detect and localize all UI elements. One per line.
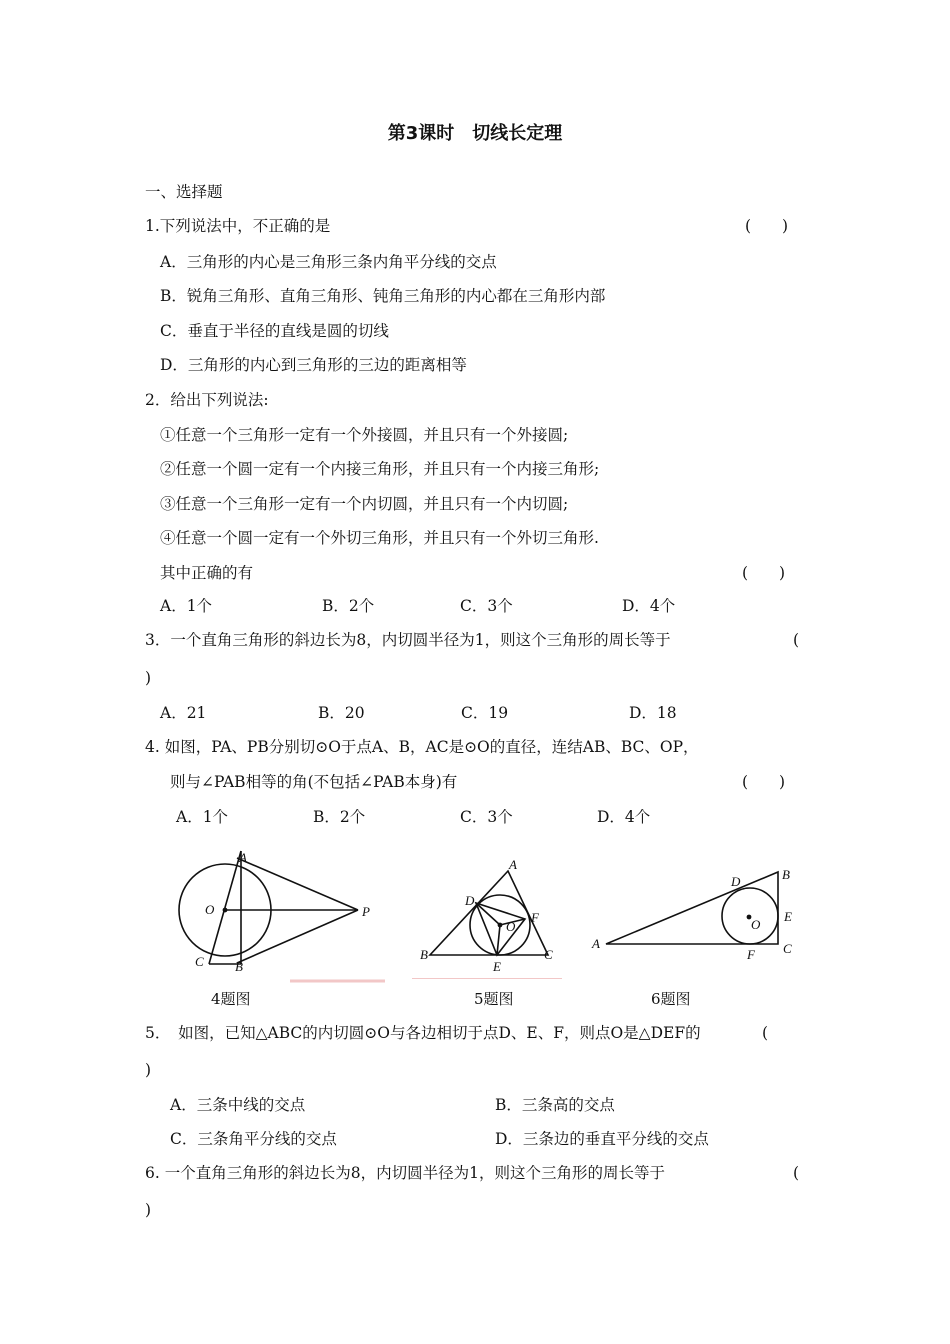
fig5-label-f: F <box>531 910 539 925</box>
q2-option-a: A．1个 <box>160 597 213 615</box>
section-heading: 一、选择题 <box>145 183 223 201</box>
q4-stem-line2: 则与∠PAB相等的角(不包括∠PAB本身)有 <box>170 773 458 791</box>
q2-answer-paren: ( ) <box>742 564 786 582</box>
fig6-label-c: C <box>783 941 792 956</box>
q3-option-b: B．20 <box>318 704 365 722</box>
fig4-label-o: O <box>205 902 215 917</box>
q1-answer-paren: ( ) <box>745 217 789 235</box>
q5-paren-open: ( <box>762 1024 769 1042</box>
figure-5-incircle <box>412 853 562 979</box>
q2-option-b: B．2个 <box>322 597 375 615</box>
fig4-tangent-pb <box>237 910 358 963</box>
fig5-label-d: D <box>465 893 475 908</box>
q2-ask: 其中正确的有 <box>160 564 254 582</box>
q3-stem: 3．一个直角三角形的斜边长为8，内切圆半径为1，则这个三角形的周长等于 <box>145 631 671 649</box>
q3-option-d: D．18 <box>629 704 677 722</box>
q2-stem: 2．给出下列说法: <box>145 391 269 409</box>
fig6-label-o: O <box>751 917 761 932</box>
q4-stem: 4. 如图，PA、PB分别切⊙O于点A、B，AC是⊙O的直径，连结AB、BC、OP， <box>145 738 699 756</box>
q3-option-c: C．19 <box>461 704 509 722</box>
fig5-label-e: E <box>493 959 501 974</box>
q3-paren-open: ( <box>793 631 800 649</box>
page-title: 第3课时 切线长定理 <box>387 123 563 144</box>
q5-option-d: D．三条边的垂直平分线的交点 <box>495 1130 709 1148</box>
figure-5-caption: 5题图 <box>474 990 514 1008</box>
q2-option-c: C．3个 <box>460 597 513 615</box>
fig6-label-e: E <box>784 909 792 924</box>
q1-option-a: A．三角形的内心是三角形三条内角平分线的交点 <box>160 253 497 271</box>
fig4-label-b: B <box>235 959 243 974</box>
fig4-label-c: C <box>195 954 204 969</box>
fig5-label-c: C <box>544 947 553 962</box>
fig4-label-a: A <box>239 850 247 865</box>
q2-option-d: D．4个 <box>622 597 676 615</box>
fig4-tangent-pa <box>237 858 358 910</box>
q4-answer-paren: ( ) <box>742 773 786 791</box>
q6-stem: 6. 一个直角三角形的斜边长为8，内切圆半径为1，则这个三角形的周长等于 <box>145 1164 665 1182</box>
q6-paren-close: ) <box>145 1201 152 1219</box>
fig5-label-b: B <box>420 947 428 962</box>
q2-item-2: ②任意一个圆一定有一个内接三角形，并且只有一个内接三角形; <box>160 460 600 478</box>
fig6-label-b: B <box>782 867 790 882</box>
q5-option-b: B．三条高的交点 <box>495 1096 615 1114</box>
fig6-triangle-abc <box>606 872 778 944</box>
q1-option-b: B．锐角三角形、直角三角形、钝角三角形的内心都在三角形内部 <box>160 287 606 305</box>
figure-4-circle-tangents <box>165 845 390 985</box>
fig6-label-a: A <box>592 936 600 951</box>
q1-option-c: C．垂直于半径的直线是圆的切线 <box>160 322 389 340</box>
q5-paren-close: ) <box>145 1061 152 1079</box>
fig5-label-o: O <box>506 919 516 934</box>
q4-option-b: B．2个 <box>313 808 366 826</box>
fig6-label-d: D <box>731 874 741 889</box>
q3-paren-close: ) <box>145 669 152 687</box>
q1-option-d: D．三角形的内心到三角形的三边的距离相等 <box>160 356 467 374</box>
q3-option-a: A．21 <box>160 704 207 722</box>
q5-option-c: C．三条角平分线的交点 <box>170 1130 337 1148</box>
q4-option-d: D．4个 <box>597 808 651 826</box>
figure-6-caption: 6题图 <box>651 990 691 1008</box>
fig5-center-dot <box>498 923 503 928</box>
q2-item-4: ④任意一个圆一定有一个外切三角形，并且只有一个外切三角形. <box>160 529 599 547</box>
fig5-label-a: A <box>509 857 517 872</box>
q2-item-3: ③任意一个三角形一定有一个内切圆，并且只有一个内切圆; <box>160 495 569 513</box>
q1-stem: 1.下列说法中，不正确的是 <box>145 217 331 235</box>
q2-item-1: ①任意一个三角形一定有一个外接圆，并且只有一个外接圆; <box>160 426 569 444</box>
q6-paren-open: ( <box>793 1164 800 1182</box>
figure-6-right-triangle <box>588 862 803 962</box>
fig4-center-dot <box>223 908 228 913</box>
figure-4-caption: 4题图 <box>211 990 251 1008</box>
q5-option-a: A．三条中线的交点 <box>170 1096 306 1114</box>
q5-stem: 5． 如图，已知△ABC的内切圆⊙O与各边相切于点D、E、F，则点O是△DEF的 <box>145 1024 701 1042</box>
fig6-label-f: F <box>747 947 755 962</box>
q4-option-a: A．1个 <box>176 808 229 826</box>
fig4-label-p: P <box>362 904 370 919</box>
q4-option-c: C．3个 <box>460 808 513 826</box>
